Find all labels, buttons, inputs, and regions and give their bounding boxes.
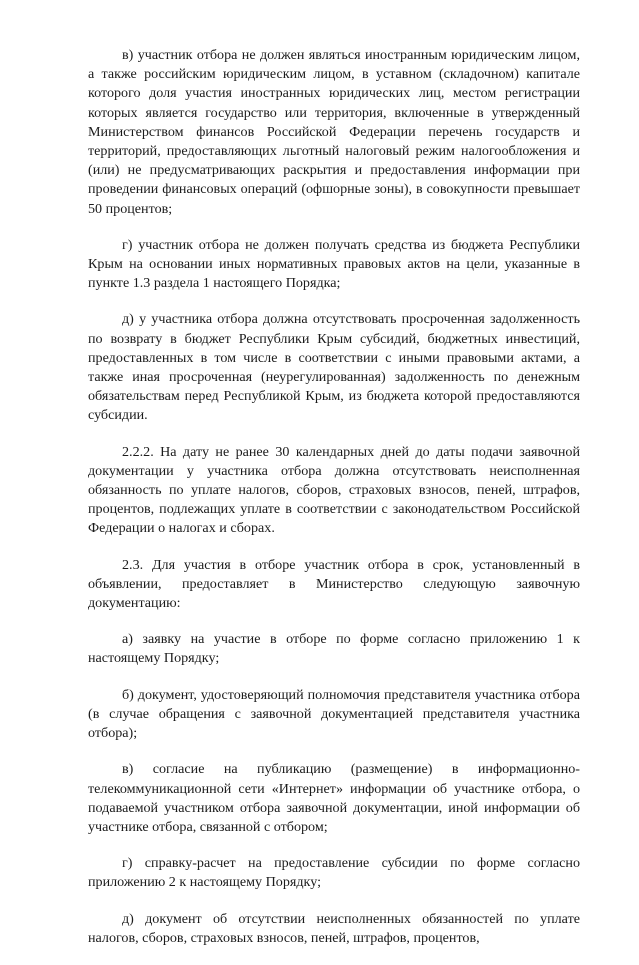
paragraph-b-authority-document: б) документ, удостоверяющий полномочия представителя участника отбора (в случае обращения с заявочной документацией представителя участника отбора); xyxy=(88,686,580,742)
document-body xyxy=(88,46,580,965)
paragraph-2-3: 2.3. Для участия в отборе участник отбора в срок, установленный в объявлении, предоставляет в Министерство следующую заявочную документацию: xyxy=(88,556,580,612)
paragraph-g-budget-funds: г) участник отбора не должен получать средства из бюджета Республики Крым на основании иных нормативных правовых актов на цели, указанные в пункте 1.3 раздела 1 настоящего Порядка; xyxy=(88,236,580,292)
paragraph-d-overdue-debt: д) у участника отбора должна отсутствовать просроченная задолженность по возврату в бюджет Республики Крым субсидий, бюджетных инвестиций, предоставленных в том числе в соответствии с иными правовыми актами, а также иная просроченная (неурегулированная) задолженность по денежным обязательствам перед Республикой Крым, из бюджета которой предоставляются субсидии. xyxy=(88,311,580,424)
paragraph-g-calculation-certificate: г) справку-расчет на предоставление субсидии по форме согласно приложению 2 к настоящему Порядку; xyxy=(88,855,580,891)
paragraph-a-application: а) заявку на участие в отборе по форме согласно приложению 1 к настоящему Порядку; xyxy=(88,631,580,667)
paragraph-d-no-obligations-document: д) документ об отсутствии неисполненных обязанностей по уплате налогов, сборов, страховых взносов, пеней, штрафов, процентов, xyxy=(88,910,580,946)
paragraph-2-2-2: 2.2.2. На дату не ранее 30 календарных дней до даты подачи заявочной документации у участника отбора должна отсутствовать неисполненная обязанность по уплате налогов, сборов, страховых взносов, пеней, штрафов, процентов, подлежащих уплате в соответствии с законодательством Российской Федерации о налогах и сборах. xyxy=(88,443,580,537)
paragraph-v-foreign-entity: в) участник отбора не должен являться иностранным юридическим лицом, а также российским юридическим лицом, в уставном (складочном) капитале которого доля участия иностранных юридических лиц, местом регистрации которых является государство или территория, включенные в утвержденный Министерством финансов Российской Федерации перечень государств и территорий, предоставляющих льготный налоговый режим налогообложения и (или) не предусматривающих раскрытия и предоставления информации при проведении финансовых операций (офшорные зоны), в совокупности превышает 50 процентов; xyxy=(88,47,580,217)
paragraph-v-publication-consent: в) согласие на публикацию (размещение) в информационно-телекоммуникационной сети «Интернет» информации об участнике отбора, о подаваемой участником отбора заявочной документации, иной информации об участнике отбора, связанной с отбором; xyxy=(88,761,580,835)
